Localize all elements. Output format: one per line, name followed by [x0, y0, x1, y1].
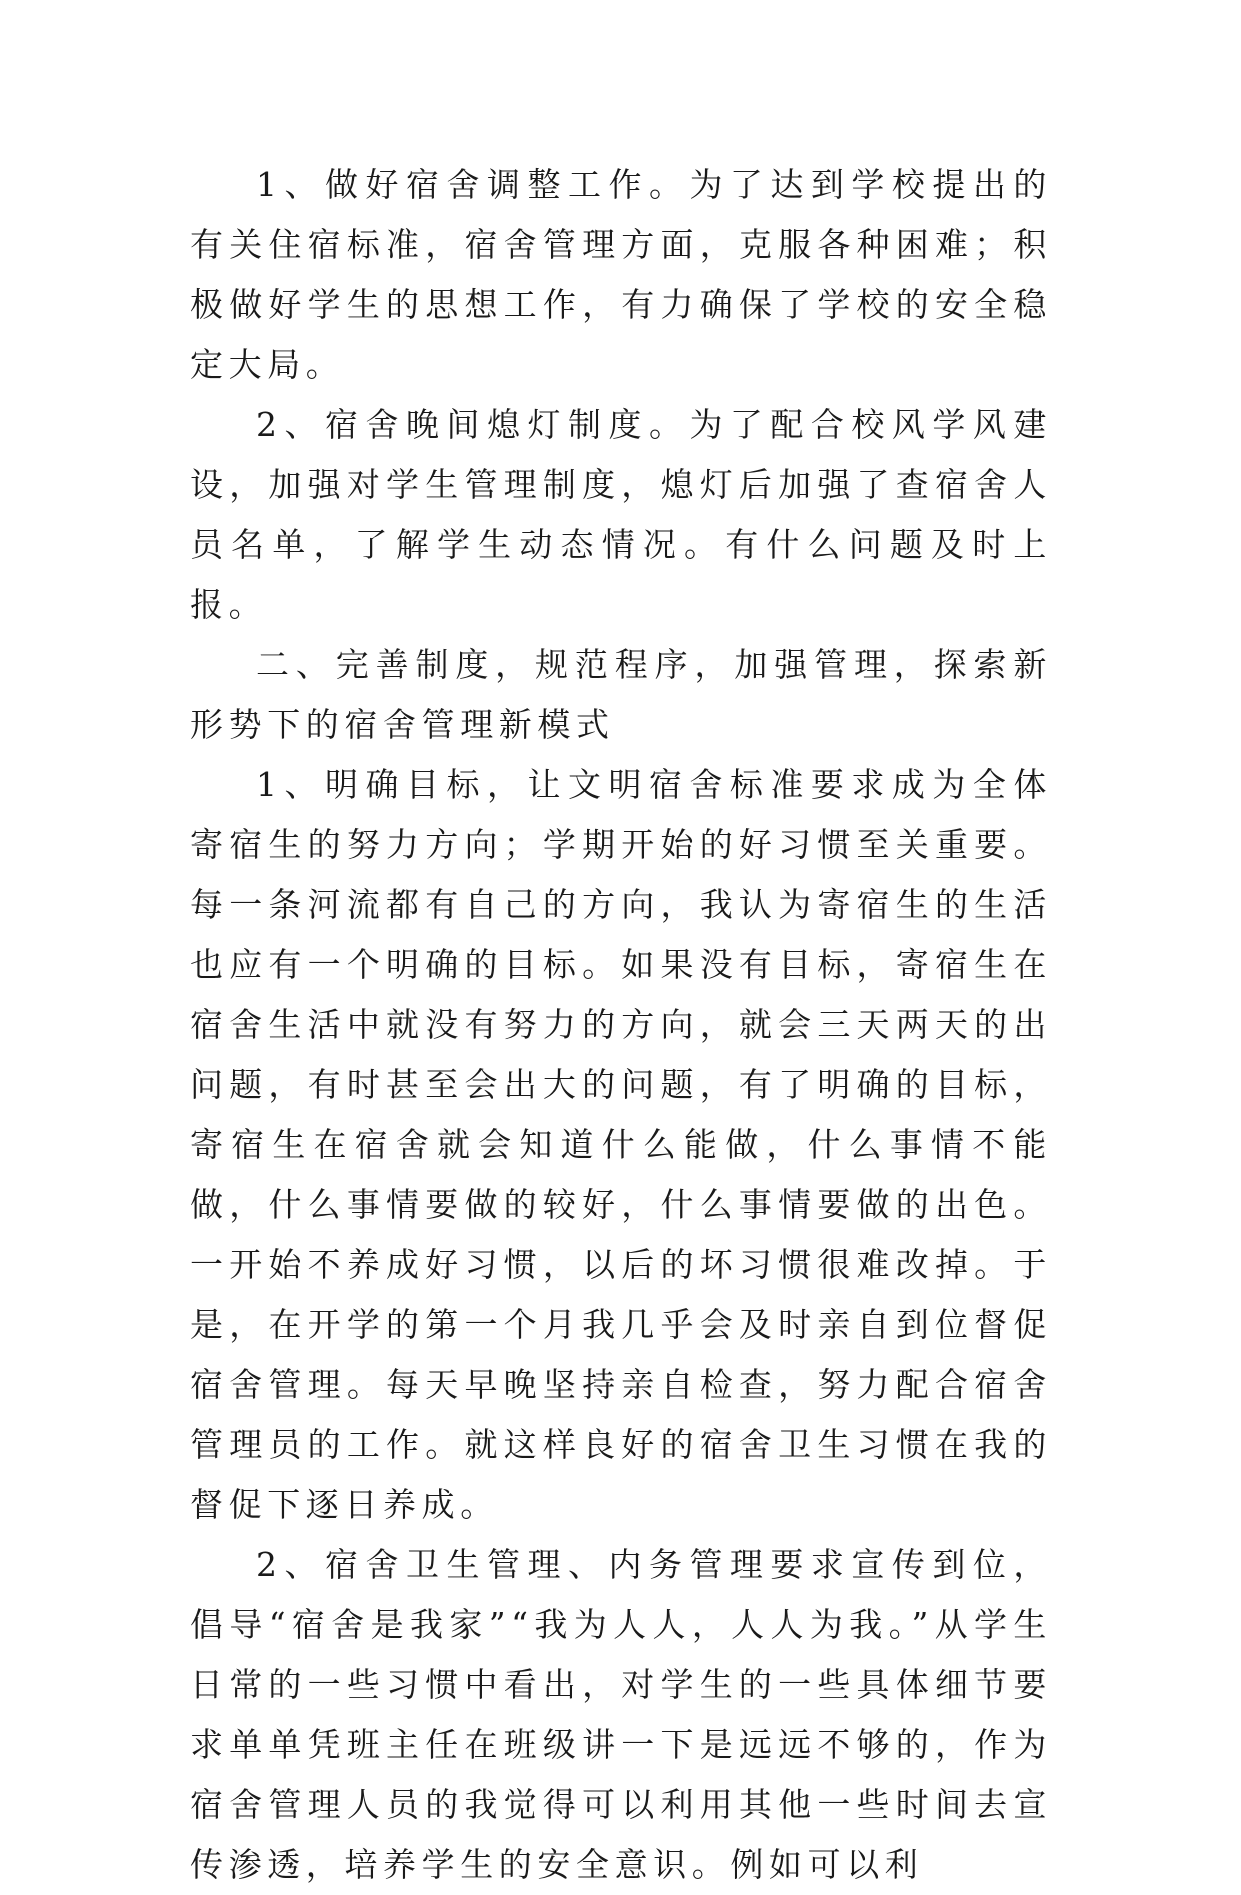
- paragraph-lights-out-rule: 2、宿舍晚间熄灯制度。为了配合校风学风建设，加强对学生管理制度，熄灯后加强了查宿舍人员名单，了解学生动态情况。有什么问题及时上报。: [190, 405, 1052, 624]
- paragraph-clear-goals: 1、明确目标，让文明宿舍标准要求成为全体寄宿生的努力方向；学期开始的好习惯至关重要。每一条河流都有自己的方向，我认为寄宿生的生活也应有一个明确的目标。如果没有目标，寄宿生在宿舍生活中就没有努力的方向，就会三天两天的出问题，有时甚至会出大的问题，有了明确的目标，寄宿生在宿舍就会知道什么能做，什么事情不能做，什么事情要做的较好，什么事情要做的出色。一开始不养成好习惯，以后的坏习惯很难改掉。于是，在开学的第一个月我几乎会及时亲自到位督促宿舍管理。每天早晚坚持亲自检查，努力配合宿舍管理员的工作。就这样良好的宿舍卫生习惯在我的督促下逐日养成。: [190, 765, 1052, 1524]
- paragraph-dorm-adjustment: 1、做好宿舍调整工作。为了达到学校提出的有关住宿标准，宿舍管理方面，克服各种困难；积极做好学生的思想工作，有力确保了学校的安全稳定大局。: [190, 165, 1052, 384]
- document-body: [190, 155, 1052, 1895]
- paragraph-hygiene-publicity: 2、宿舍卫生管理、内务管理要求宣传到位，倡导“宿舍是我家”“我为人人，人人为我。”从学生日常的一些习惯中看出，对学生的一些具体细节要求单单凭班主任在班级讲一下是远远不够的，作为宿舍管理人员的我觉得可以利用其他一些时间去宣传渗透，培养学生的安全意识。例如可以利: [190, 1545, 1052, 1884]
- section-heading-improve-system: 二、完善制度，规范程序，加强管理，探索新形势下的宿舍管理新模式: [190, 645, 1052, 744]
